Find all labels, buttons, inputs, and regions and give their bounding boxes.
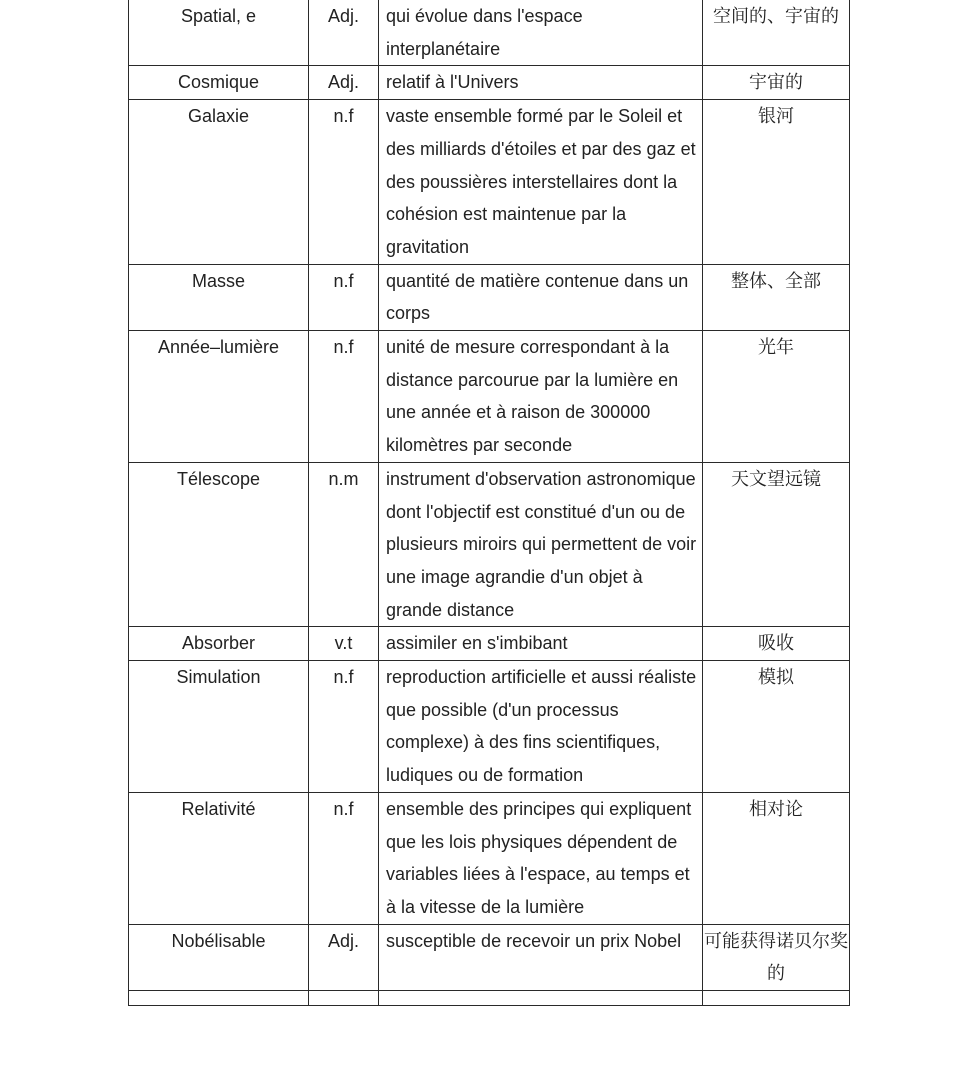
chinese-translation-cell: 银河	[703, 100, 850, 265]
part-of-speech-cell	[309, 991, 379, 1006]
part-of-speech-cell: n.f	[309, 661, 379, 793]
vocabulary-table	[128, 0, 850, 1006]
part-of-speech-cell: v.t	[309, 627, 379, 661]
word-cell: Masse	[129, 264, 309, 330]
word-cell: Spatial, e	[129, 0, 309, 66]
definition-cell: vaste ensemble formé par le Soleil et des milliards d'étoiles et par des gaz et des poussières interstellaires dont la cohésion est maintenue par la gravitation	[379, 100, 703, 265]
table-row	[129, 0, 850, 66]
table-row-partial	[129, 991, 850, 1006]
word-cell: Relativité	[129, 792, 309, 924]
part-of-speech-cell: Adj.	[309, 924, 379, 990]
chinese-translation-cell: 光年	[703, 331, 850, 463]
definition-cell: qui évolue dans l'espace interplanétaire	[379, 0, 703, 66]
part-of-speech-cell: Adj.	[309, 66, 379, 100]
word-cell: Année–lumière	[129, 331, 309, 463]
table-row	[129, 331, 850, 463]
table-row	[129, 100, 850, 265]
table-row	[129, 924, 850, 990]
chinese-translation-cell: 可能获得诺贝尔奖的	[703, 924, 850, 990]
word-cell: Galaxie	[129, 100, 309, 265]
table-row	[129, 627, 850, 661]
definition-cell	[379, 991, 703, 1006]
chinese-translation-cell: 模拟	[703, 661, 850, 793]
chinese-translation-cell	[703, 991, 850, 1006]
word-cell: Absorber	[129, 627, 309, 661]
word-cell	[129, 991, 309, 1006]
chinese-translation-cell: 天文望远镜	[703, 462, 850, 627]
chinese-translation-cell: 空间的、宇宙的	[703, 0, 850, 66]
word-cell: Télescope	[129, 462, 309, 627]
table-row	[129, 264, 850, 330]
table-row	[129, 66, 850, 100]
chinese-translation-cell: 宇宙的	[703, 66, 850, 100]
definition-cell: reproduction artificielle et aussi réaliste que possible (d'un processus complexe) à des fins scientifiques, ludiques ou de formation	[379, 661, 703, 793]
chinese-translation-cell: 吸收	[703, 627, 850, 661]
word-cell: Simulation	[129, 661, 309, 793]
definition-cell: relatif à l'Univers	[379, 66, 703, 100]
chinese-translation-cell: 相对论	[703, 792, 850, 924]
definition-cell: unité de mesure correspondant à la distance parcourue par la lumière en une année et à raison de 300000 kilomètres par seconde	[379, 331, 703, 463]
definition-cell: quantité de matière contenue dans un corps	[379, 264, 703, 330]
definition-cell: susceptible de recevoir un prix Nobel	[379, 924, 703, 990]
table-row	[129, 792, 850, 924]
table-row	[129, 661, 850, 793]
word-cell: Nobélisable	[129, 924, 309, 990]
definition-cell: ensemble des principes qui expliquent que les lois physiques dépendent de variables liées à l'espace, au temps et à la vitesse de la lumière	[379, 792, 703, 924]
definition-cell: instrument d'observation astronomique dont l'objectif est constitué d'un ou de plusieurs miroirs qui permettent de voir une image agrandie d'un objet à grande distance	[379, 462, 703, 627]
chinese-translation-cell: 整体、全部	[703, 264, 850, 330]
part-of-speech-cell: n.f	[309, 792, 379, 924]
definition-cell: assimiler en s'imbibant	[379, 627, 703, 661]
word-cell: Cosmique	[129, 66, 309, 100]
part-of-speech-cell: n.f	[309, 264, 379, 330]
part-of-speech-cell: n.f	[309, 331, 379, 463]
part-of-speech-cell: n.m	[309, 462, 379, 627]
part-of-speech-cell: Adj.	[309, 0, 379, 66]
table-row	[129, 462, 850, 627]
part-of-speech-cell: n.f	[309, 100, 379, 265]
